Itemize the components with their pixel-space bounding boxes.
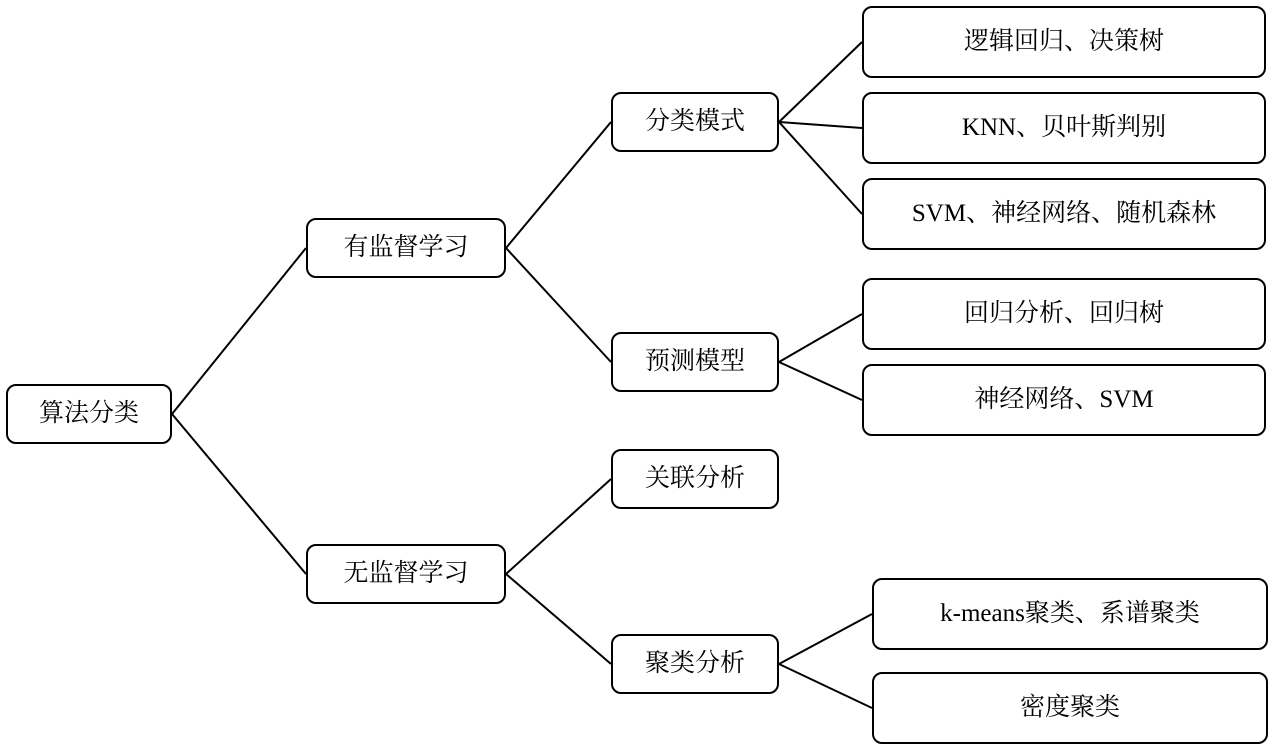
node-leaf-density[interactable] [872,672,1268,744]
node-label: 有监督学习 [343,234,469,262]
node-leaf-logreg-dtree[interactable] [862,6,1266,78]
node-unsupervised[interactable] [306,544,506,604]
node-prediction[interactable] [611,332,779,392]
node-leaf-nn-svm[interactable] [862,364,1266,436]
node-leaf-svm-nn-rf[interactable] [862,178,1266,250]
node-label: 回归分析、回归树 [963,300,1164,328]
edge-supervised-to-classification [506,122,611,248]
node-label: 神经网络、SVM [974,386,1154,414]
node-supervised[interactable] [306,218,506,278]
edge-unsupervised-to-association [506,479,611,574]
node-clustering[interactable] [611,634,779,694]
node-leaf-kmeans[interactable] [872,578,1268,650]
edge-classification-to-leaf-knn-bayes [779,122,862,128]
node-label: 分类模式 [644,108,745,136]
edge-supervised-to-prediction [506,248,611,362]
node-leaf-knn-bayes[interactable] [862,92,1266,164]
edge-clustering-to-leaf-density [779,664,872,708]
node-label: KNN、贝叶斯判别 [961,114,1167,142]
node-label: 预测模型 [644,348,745,376]
node-root[interactable] [6,384,172,444]
edge-prediction-to-leaf-regression [779,314,862,362]
edge-clustering-to-leaf-kmeans [779,614,872,664]
node-label: k-means聚类、系谱聚类 [940,600,1200,628]
node-label: 无监督学习 [343,560,469,588]
edge-classification-to-leaf-svm-nn-rf [779,122,862,214]
node-label: 聚类分析 [644,650,745,678]
node-label: 密度聚类 [1019,694,1120,722]
node-label: SVM、神经网络、随机森林 [911,200,1217,228]
edge-classification-to-leaf-logreg-dtree [779,42,862,122]
node-leaf-regression[interactable] [862,278,1266,350]
edge-root-to-unsupervised [172,414,306,574]
node-label: 算法分类 [38,400,139,428]
edge-unsupervised-to-clustering [506,574,611,664]
edge-prediction-to-leaf-nn-svm [779,362,862,400]
edge-root-to-supervised [172,248,306,414]
node-association[interactable] [611,449,779,509]
node-label: 逻辑回归、决策树 [963,28,1164,56]
node-classification[interactable] [611,92,779,152]
node-label: 关联分析 [644,465,745,493]
